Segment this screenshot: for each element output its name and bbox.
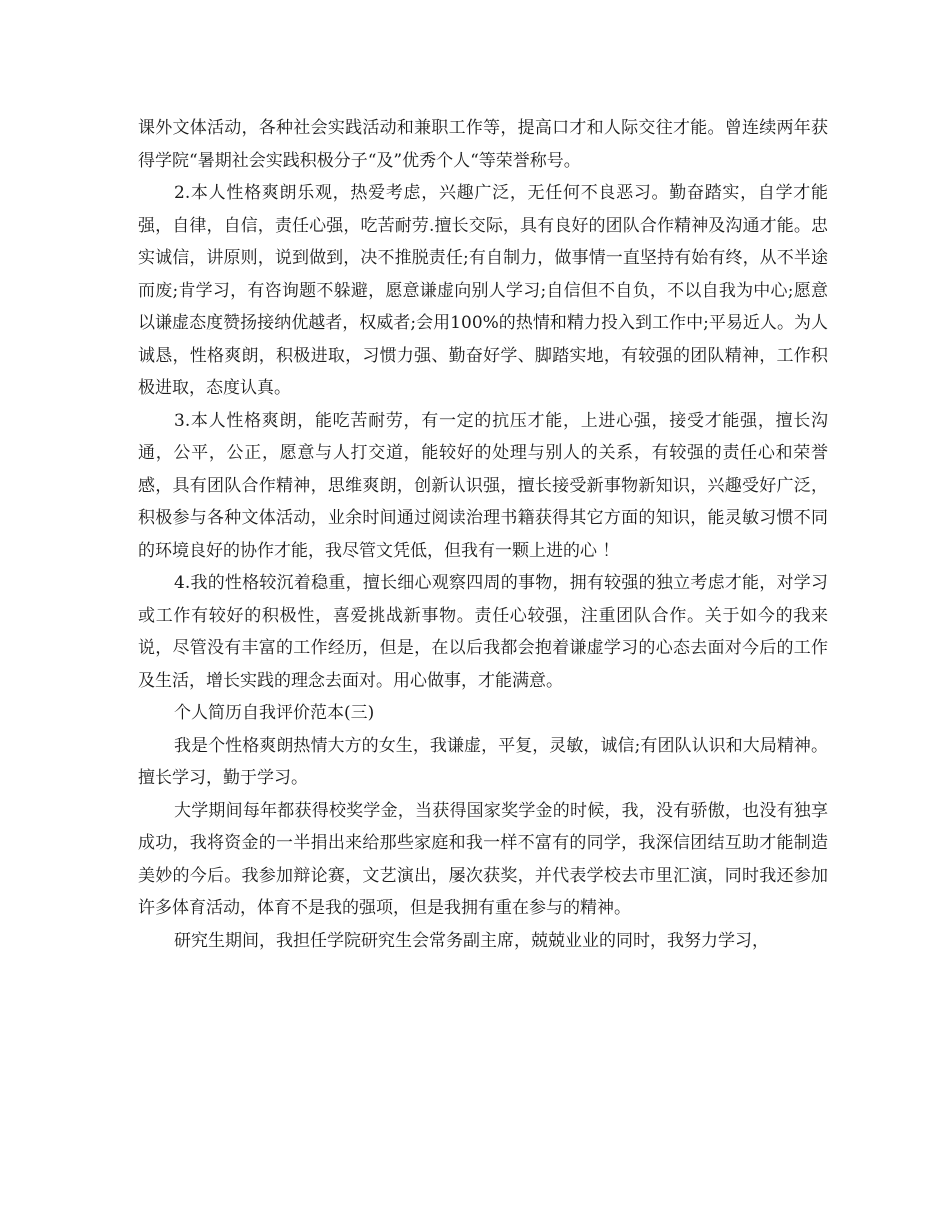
paragraph-item-2: 2.本人性格爽朗乐观，热爱考虑，兴趣广泛，无任何不良恶习。勤奋踏实，自学才能强，自律，自信，责任心强，吃苦耐劳.擅长交际，具有良好的团队合作精神及沟通才能。忠实诚信，讲原则，说到做到，决不推脱责任;有自制力，做事情一直坚持有始有终，从不半途而废;肯学习，有咨询题不躲避，愿意谦虚向别人学习;自信但不自负，不以自我为中心;愿意以谦虚态度赞扬接纳优越者，权威者;会用100%的热情和精力投入到工作中;平易近人。为人诚恳，性格爽朗，积极进取，习惯力强、勤奋好学、脚踏实地，有较强的团队精神，工作积极进取，态度认真。 — [138, 183, 828, 398]
paragraph-continuation: 课外文体活动，各种社会实践活动和兼职工作等，提高口才和人际交往才能。曾连续两年获得学院“暑期社会实践积极分子“及”优秀个人“等荣誉称号。 — [138, 118, 828, 171]
paragraph-graduate: 研究生期间，我担任学院研究生会常务副主席，兢兢业业的同时，我努力学习， — [174, 930, 769, 951]
paragraph-university: 大学期间每年都获得校奖学金，当获得国家奖学金的时候，我，没有骄傲，也没有独享成功，我将资金的一半捐出来给那些家庭和我一样不富有的同学，我深信团结互助才能制造美妙的今后。我参加辩论赛，文艺演出，屡次获奖，并代表学校去市里汇演，同时我还参加许多体育活动，体育不是我的强项，但是我拥有重在参与的精神。 — [138, 800, 828, 918]
paragraph-intro: 我是个性格爽朗热情大方的女生，我谦虚，平复，灵敏，诚信;有团队认识和大局精神。擅长学习，勤于学习。 — [138, 735, 828, 788]
section-heading: 个人简历自我评价范本(三) — [174, 703, 375, 723]
paragraph-item-3: 3.本人性格爽朗，能吃苦耐劳，有一定的抗压才能，上进心强，接受才能强，擅长沟通，公平，公正，愿意与人打交道，能较好的处理与别人的关系，有较强的责任心和荣誉感，具有团队合作精神，思维爽朗，创新认识强，擅长接受新事物新知识，兴趣受好广泛，积极参与各种文体活动，业余时间通过阅读治理书籍获得其它方面的知识，能灵敏习惯不同的环境良好的协作才能，我尽管文凭低，但我有一颗上进的心 ！ — [138, 410, 828, 561]
paragraph-item-4: 4.我的性格较沉着稳重，擅长细心观察四周的事物，拥有较强的独立考虑才能，对学习或工作有较好的积极性，喜爱挑战新事物。责任心较强，注重团队合作。关于如今的我来说，尽管没有丰富的工作经历，但是，在以后我都会抱着谦虚学习的心态去面对今后的工作及生活，增长实践的理念去面对。用心做事，才能满意。 — [138, 573, 828, 691]
document-body — [138, 112, 828, 957]
